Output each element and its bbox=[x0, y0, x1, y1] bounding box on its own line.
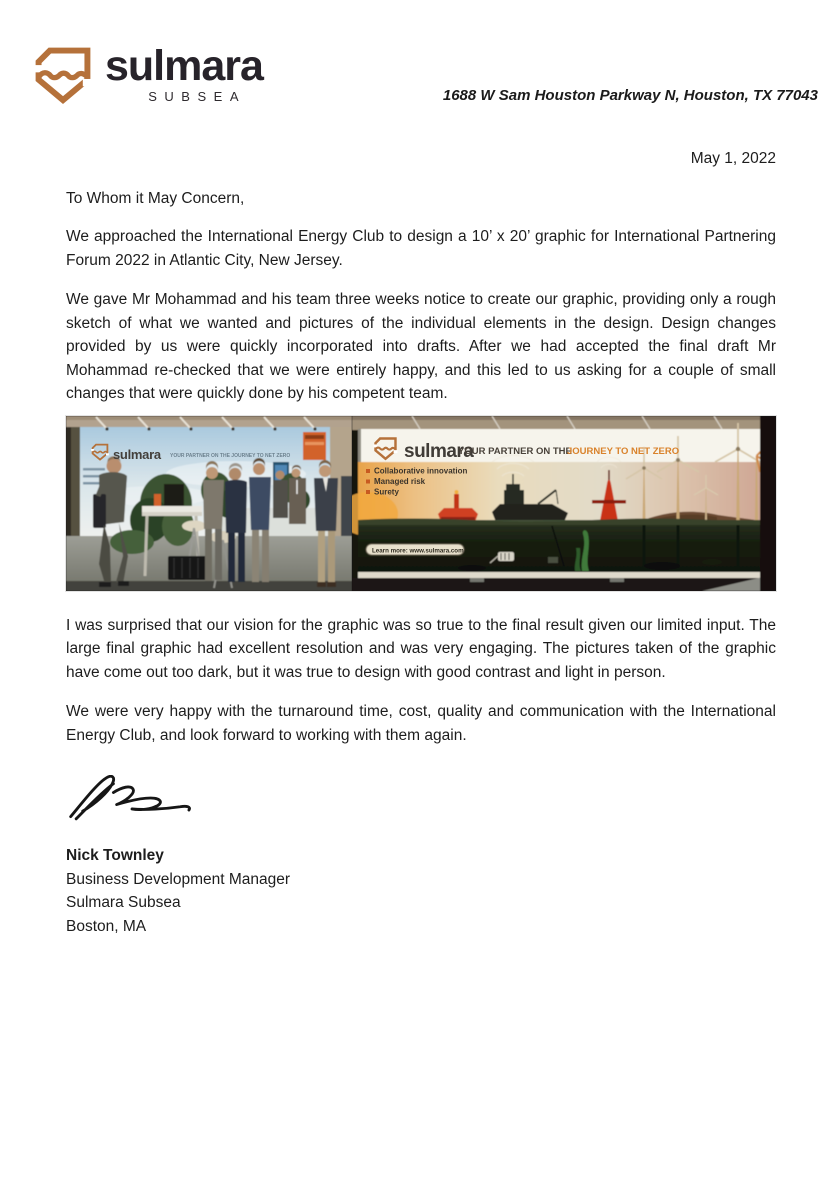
booth-scene-image bbox=[66, 416, 352, 591]
sulmara-shield-icon bbox=[30, 42, 96, 108]
banner-tagline-highlight: JOURNEY TO NET ZERO bbox=[567, 445, 680, 457]
company-logo bbox=[30, 42, 263, 108]
letter-paragraph: We gave Mr Mohammad and his team three weeks notice to create our graphic, providing only a rough sketch of what we wanted and pictures of the individual elements in the design. Design changes provided by us were quickly incorporated into drafts. After we had accepted the final draft Mr Mohammad re-checked that we were entirely happy, and this led to us asking for a couple of small changes that were quickly done by his competent team. bbox=[66, 291, 776, 402]
letter-greeting: To Whom it May Concern, bbox=[66, 189, 245, 207]
signer-name: Nick Townley bbox=[66, 847, 164, 864]
booth-banner-brand: sulmara bbox=[113, 446, 161, 462]
company-address: 1688 W Sam Houston Parkway N, Houston, TX 77043 bbox=[442, 87, 818, 104]
letter-body bbox=[66, 147, 776, 938]
signature-block bbox=[66, 844, 776, 938]
brand-subtitle: SUBSEA bbox=[148, 88, 246, 104]
signer-title: Business Development Manager bbox=[66, 870, 291, 888]
signer-company: Sulmara Subsea bbox=[66, 894, 181, 911]
banner-bullet: Managed risk bbox=[374, 476, 426, 486]
handwritten-signature bbox=[66, 775, 198, 821]
letter-paragraph: I was surprised that our vision for the graphic was so true to the final result given our limited input. The large final graphic had excellent resolution and was very engaging. The pictures taken of the graphic have come out too dark, but it was true to design with good contrast and light in person. bbox=[66, 616, 776, 681]
signer-location: Boston, MA bbox=[66, 917, 147, 935]
banner-graphic-image bbox=[352, 416, 776, 591]
banner-learn-more: Learn more: www.sulmara.com bbox=[372, 547, 464, 554]
brand-name: sulmara bbox=[105, 42, 263, 90]
letter-paragraph: We were very happy with the turnaround time, cost, quality and communication with the International Energy Club, and look forward to working with them again. bbox=[66, 703, 776, 744]
banner-brand: sulmara bbox=[404, 440, 474, 462]
banner-bullet: Surety bbox=[374, 487, 399, 496]
letter-date: May 1, 2022 bbox=[690, 150, 776, 167]
booth-photo bbox=[66, 416, 776, 591]
banner-bullet: Collaborative innovation bbox=[374, 466, 468, 475]
banner-tagline-prefix: YOUR PARTNER ON THE bbox=[458, 445, 572, 457]
booth-banner-tagline: YOUR PARTNER ON THE JOURNEY TO NET ZERO bbox=[170, 452, 291, 459]
letter-paragraph: We approached the International Energy Club to design a 10’ x 20’ graphic for International Partnering Forum 2022 in Atlantic City, New Jersey. bbox=[66, 228, 776, 269]
